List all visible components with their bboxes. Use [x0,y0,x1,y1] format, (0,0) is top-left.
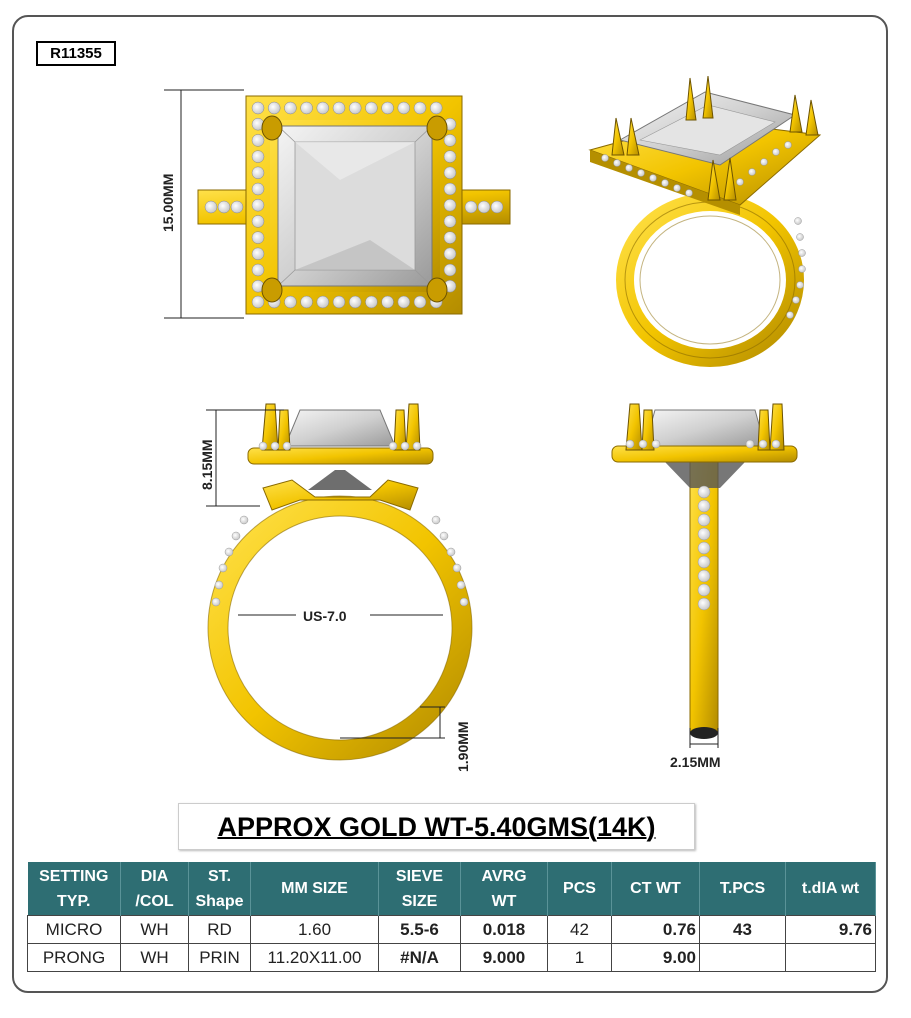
halo-stone [301,296,313,308]
halo-stone [444,232,456,244]
halo-stone [252,248,264,260]
header-total-dia-wt: t.dIA wt [786,862,876,916]
halo-stone [444,151,456,163]
table-header-row [28,862,876,916]
cell-setting-type: MICRO [28,916,121,944]
cell-ct-wt: 9.00 [612,944,700,972]
halo-stone [252,264,264,276]
halo-stone [398,102,410,114]
halo-stone [252,151,264,163]
perspective-view [590,76,820,358]
cell-total-dia-wt: 9.76 [786,916,876,944]
cell-pcs: 42 [548,916,612,944]
header-mm-size: MM SIZE [251,862,379,916]
dimension-ring-size: US-7.0 [303,608,347,624]
halo-stone [444,167,456,179]
cell-avrg-wt: 9.000 [461,944,548,972]
dimension-shank-thickness: 1.90MM [455,721,471,772]
halo-stone [284,296,296,308]
halo-stone [444,199,456,211]
cell-sieve-size: #N/A [379,944,461,972]
cell-avrg-wt: 0.018 [461,916,548,944]
halo-stone [365,296,377,308]
halo-stone [398,296,410,308]
halo-stone [382,296,394,308]
approx-gold-weight-title [178,803,695,850]
table-row [28,916,876,944]
halo-stone [317,102,329,114]
cell-stone-shape: RD [189,916,251,944]
header-ct-wt: CT WT [612,862,700,916]
halo-stone [268,102,280,114]
cell-stone-shape: PRIN [189,944,251,972]
cell-total-dia-wt [786,944,876,972]
halo-stone [414,102,426,114]
halo-stone [444,134,456,146]
approx-gold-weight-text: APPROX GOLD WT-5.40GMS(14K) [217,812,656,842]
header-dia-col: DIA /COL [121,862,189,916]
halo-stone [252,296,264,308]
cell-ct-wt: 0.76 [612,916,700,944]
cell-pcs: 1 [548,944,612,972]
dimension-shank-width: 2.15MM [670,754,721,770]
cell-setting-type: PRONG [28,944,121,972]
halo-stone [252,199,264,211]
design-code-label: R11355 [36,41,116,66]
table-row [28,944,876,972]
cell-total-pcs: 43 [700,916,786,944]
header-sieve-size: SIEVE SIZE [379,862,461,916]
header-setting-type: SETTING TYP. [28,862,121,916]
header-avrg-wt: AVRG WT [461,862,548,916]
halo-stone [365,102,377,114]
halo-stone [252,167,264,179]
header-pcs: PCS [548,862,612,916]
header-stone-shape: ST. Shape [189,862,251,916]
halo-stone [252,215,264,227]
halo-stone [252,232,264,244]
halo-stone [284,102,296,114]
header-total-pcs: T.PCS [700,862,786,916]
front-view [199,404,472,772]
halo-stone [444,183,456,195]
halo-stone [414,296,426,308]
halo-stone [333,296,345,308]
halo-stone [444,264,456,276]
cell-sieve-size: 5.5-6 [379,916,461,944]
cell-dia-col: WH [121,944,189,972]
side-view [612,404,797,770]
cell-dia-col: WH [121,916,189,944]
halo-stone [252,183,264,195]
halo-stone [301,102,313,114]
halo-stone [317,296,329,308]
halo-stone [252,134,264,146]
halo-stone [430,102,442,114]
cell-total-pcs [700,944,786,972]
halo-stone [349,102,361,114]
halo-stone [333,102,345,114]
halo-stone [444,248,456,260]
dimension-side-height: 8.15MM [199,439,215,490]
halo-stone [252,102,264,114]
cell-mm-size: 1.60 [251,916,379,944]
halo-stone [349,296,361,308]
cell-mm-size: 11.20X11.00 [251,944,379,972]
top-view [160,90,510,318]
stone-spec-table [27,862,876,972]
dimension-top-height: 15.00MM [160,173,176,232]
halo-stone [382,102,394,114]
halo-stone [444,215,456,227]
